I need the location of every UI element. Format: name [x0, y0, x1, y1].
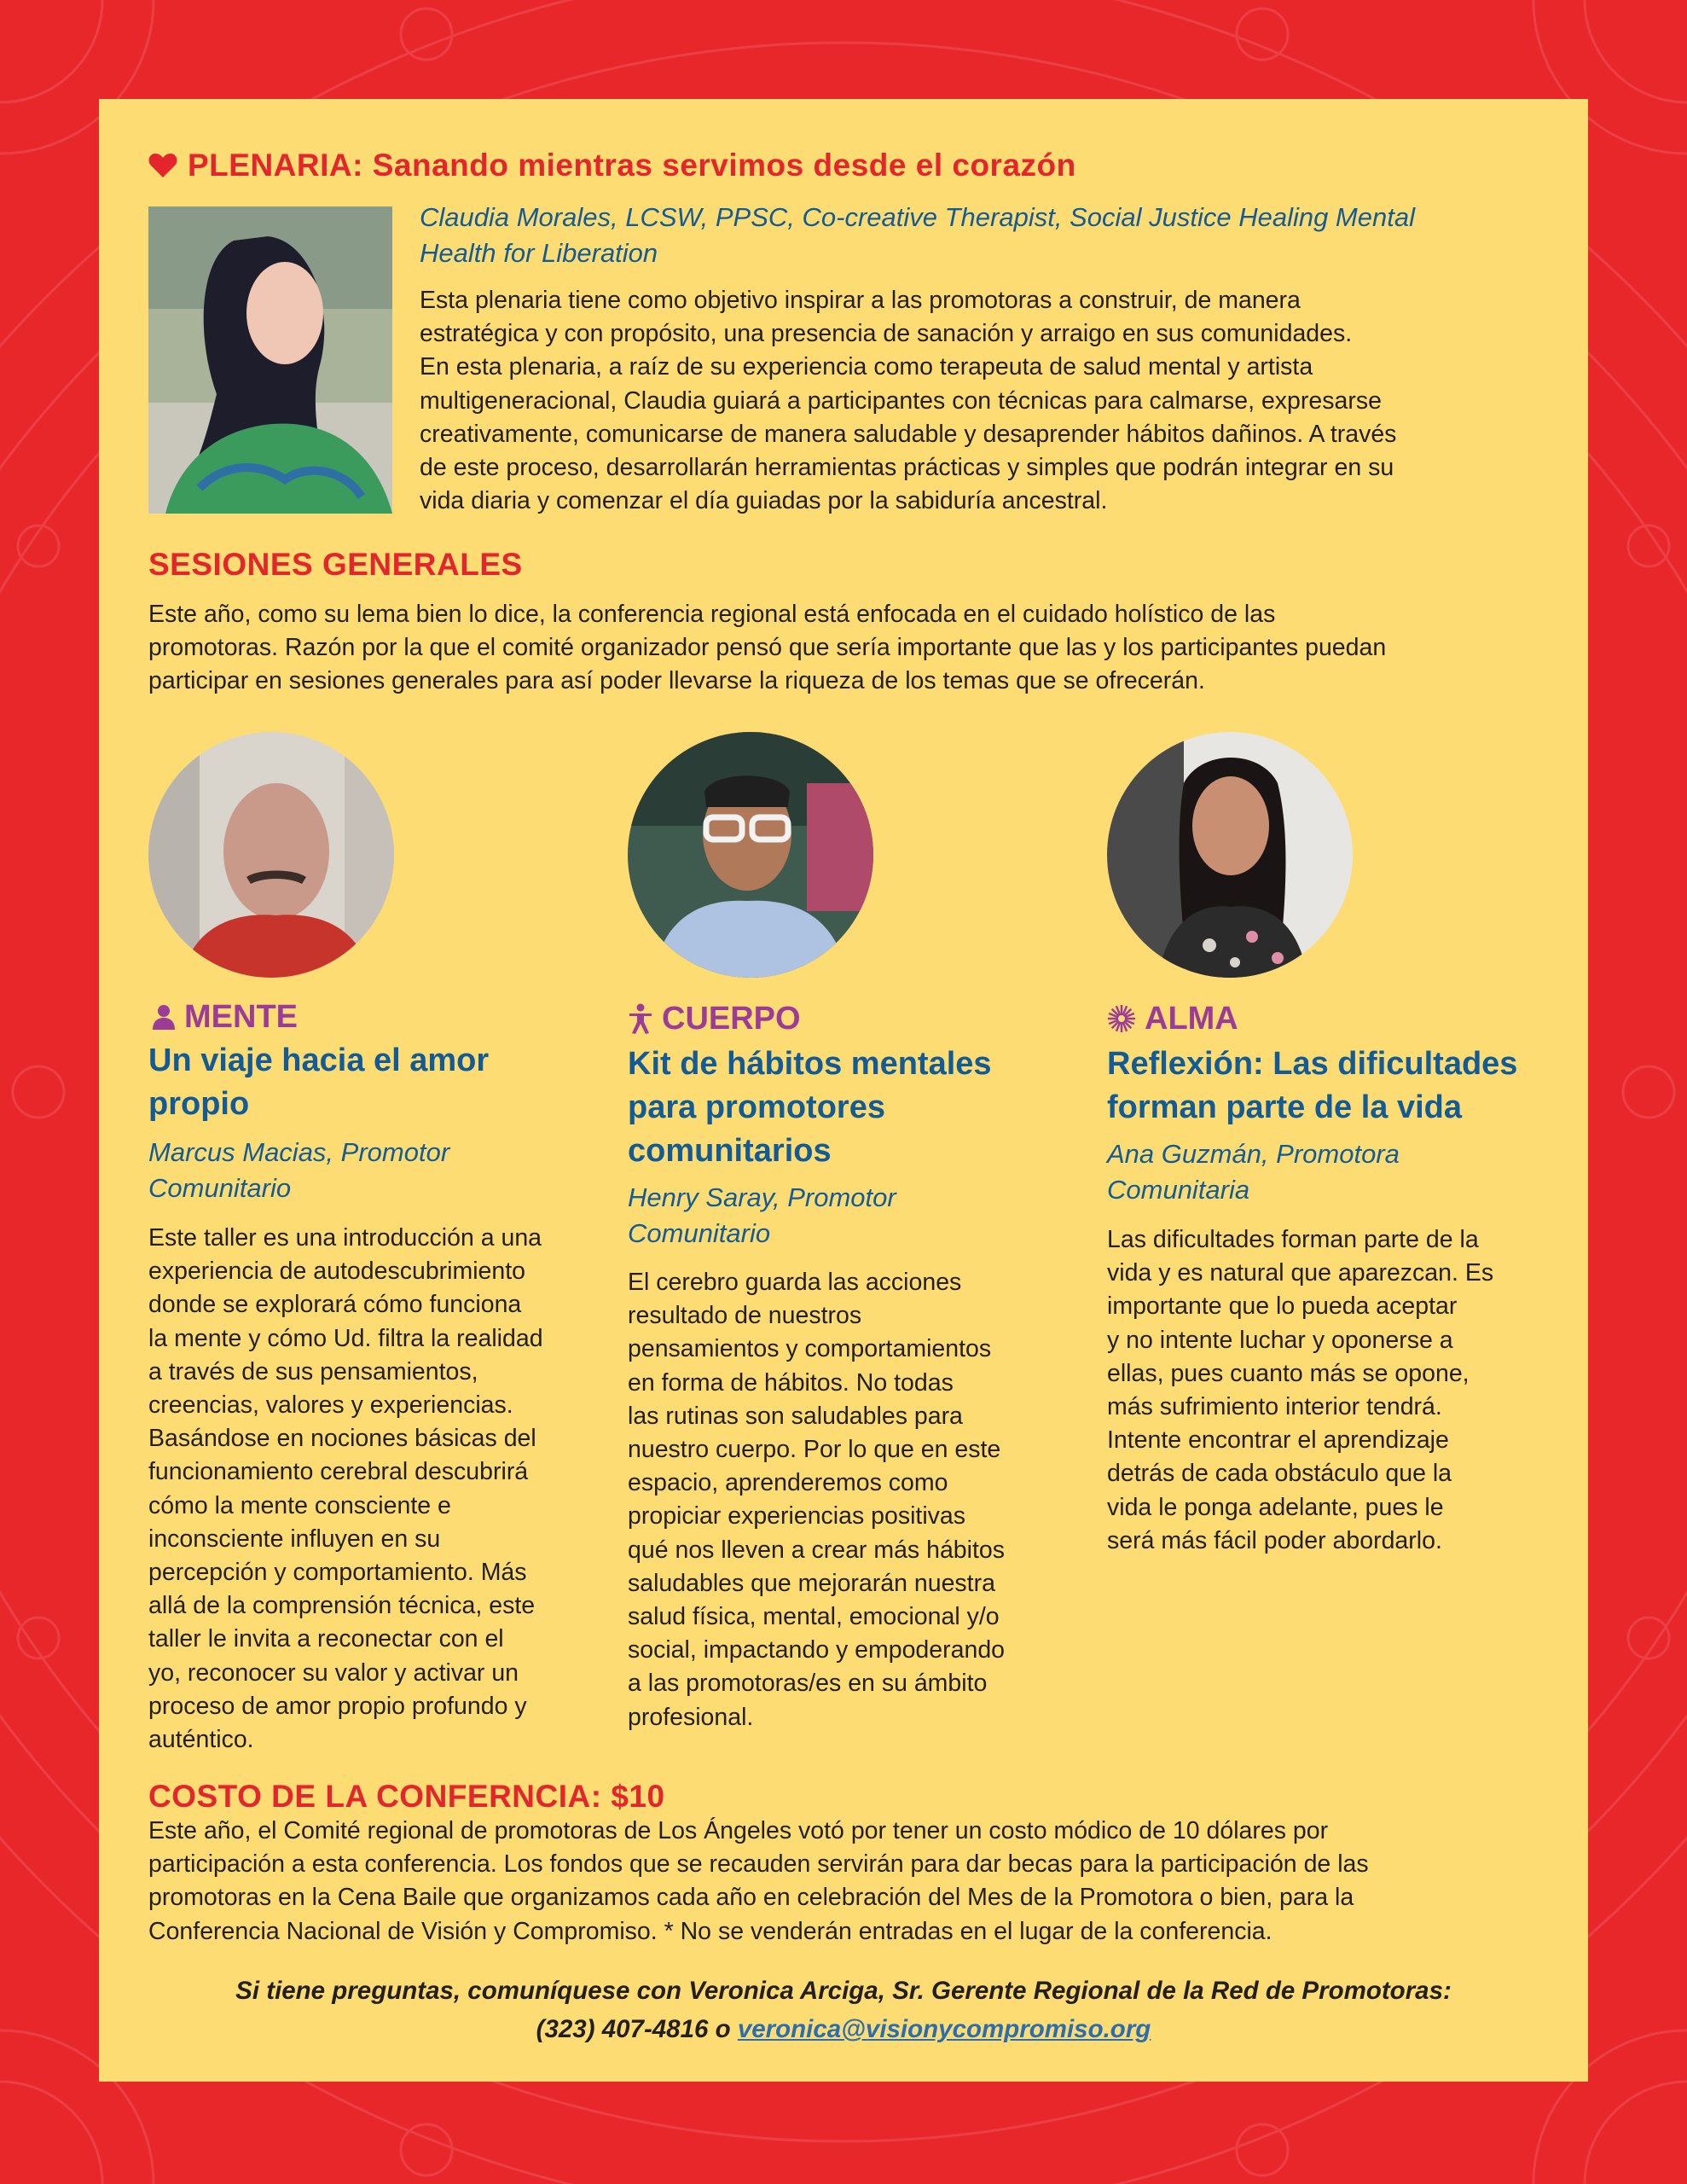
body-line: ellas, pues cuanto más se opone, — [1107, 1359, 1470, 1387]
session-photo-mente — [148, 732, 394, 978]
paragraph-line: de este proceso, desarrollarán herramientas prácticas y simples que podrán integrar en su — [420, 454, 1394, 482]
paragraph-line: estratégica y con propósito, una presencia de sanación y arraigo en sus comunidades. — [420, 320, 1353, 348]
body-line: cómo la mente consciente e — [148, 1491, 451, 1519]
body-line: profesional. — [628, 1703, 754, 1731]
plenaria-heading — [148, 147, 1076, 184]
session-body-alma — [1107, 1223, 1568, 1558]
session-title-alma — [1107, 1043, 1568, 1130]
session-category-cuerpo — [628, 1000, 801, 1037]
paragraph-line: multigeneracional, Claudia guiará a participantes con técnicas para calmarse, expresarse — [420, 386, 1382, 415]
sesiones-intro — [148, 598, 1564, 699]
body-line: detrás de cada obstáculo que la — [1107, 1460, 1452, 1488]
body-line: taller le invita a reconectar con el — [148, 1625, 504, 1653]
paragraph-line: promotoras en la Cena Baile que organizamos cada año en celebración del Mes de la Promotora o bien, para la — [148, 1884, 1354, 1912]
paragraph-line: Esta plenaria tiene como objetivo inspirar a las promotoras a construir, de manera — [420, 287, 1301, 314]
title-line: forman parte de la vida — [1107, 1089, 1463, 1125]
category-label: CUERPO — [662, 1001, 801, 1037]
session-speaker-mente — [148, 1135, 575, 1206]
body-line: pensamientos y comportamientos — [628, 1335, 992, 1363]
body-line: proceso de amor propio profundo y — [148, 1692, 527, 1720]
contact-phone: (323) 407-4816 o — [536, 2015, 738, 2043]
body-line: será más fácil poder abordarlo. — [1107, 1526, 1442, 1554]
title-line: comunitarios — [628, 1133, 832, 1169]
costo-description — [148, 1815, 1573, 1949]
sesiones-heading: SESIONES GENERALES — [148, 547, 523, 582]
body-line: importante que lo pueda aceptar — [1107, 1292, 1458, 1321]
session-title-mente — [148, 1039, 575, 1126]
body-line: espacio, aprenderemos como — [628, 1469, 948, 1497]
plenaria-speaker-line: Health for Liberation — [420, 238, 658, 268]
plenaria-heading-text: PLENARIA: Sanando mientras servimos desde el corazón — [188, 148, 1076, 183]
plenaria-speaker — [420, 200, 1562, 271]
session-category-mente — [152, 998, 298, 1036]
speaker-line: Ana Guzmán, Promotora — [1107, 1139, 1400, 1169]
heart-icon — [148, 153, 177, 178]
title-line: Kit de hábitos mentales — [628, 1046, 992, 1082]
category-label: MENTE — [184, 999, 298, 1035]
body-line: salud física, mental, emocional y/o — [628, 1603, 1000, 1631]
paragraph-line: participar en sesiones generales para así poder llevarse la riqueza de los temas que se ofrecerán. — [148, 667, 1205, 695]
body-line: resultado de nuestros — [628, 1302, 862, 1330]
body-line: a través de sus pensamientos, — [148, 1357, 478, 1385]
session-title-cuerpo — [628, 1043, 1071, 1173]
body-line: la mente y cómo Ud. filtra la realidad — [148, 1324, 543, 1352]
body-line: en forma de hábitos. No todas — [628, 1368, 954, 1397]
body-line: funcionamiento cerebral descubrirá — [148, 1458, 529, 1486]
session-speaker-cuerpo — [628, 1180, 1071, 1252]
sunburst-icon — [1107, 1004, 1136, 1033]
paragraph-line: Este año, como su lema bien lo dice, la conferencia regional está enfocada en el cuidado holístico de las — [148, 601, 1276, 628]
speaker-line: Comunitario — [148, 1173, 292, 1203]
body-figure-icon — [628, 1003, 653, 1034]
content-panel — [99, 99, 1588, 2082]
title-line: para promotores — [628, 1089, 885, 1125]
person-icon — [152, 1004, 176, 1030]
speaker-line: Henry Saray, Promotor — [628, 1182, 896, 1212]
session-body-cuerpo — [628, 1266, 1088, 1734]
plenaria-speaker-photo — [148, 206, 392, 514]
speaker-line: Comunitaria — [1107, 1175, 1250, 1205]
paragraph-line: creativamente, comunicarse de manera saludable y desaprender hábitos dañinos. A través — [420, 420, 1397, 448]
body-line: vida y es natural que aparezcan. Es — [1107, 1259, 1494, 1287]
body-line: donde se explorará cómo funciona — [148, 1291, 522, 1319]
paragraph-line: vida diaria y comenzar el día guiadas por la sabiduría ancestral. — [420, 487, 1108, 515]
body-line: más sufrimiento interior tendrá. — [1107, 1393, 1442, 1421]
body-line: yo, reconocer su valor y activar un — [148, 1658, 519, 1687]
category-label: ALMA — [1145, 1001, 1238, 1037]
session-photo-cuerpo — [628, 732, 873, 978]
body-line: social, impactando y empoderando — [628, 1636, 1006, 1664]
paragraph-line: promotoras. Razón por la que el comité organizador pensó que sería importante que las y los participantes puedan — [148, 634, 1387, 662]
body-line: a las promotoras/es en su ámbito — [628, 1670, 988, 1698]
body-line: inconsciente influyen en su — [148, 1525, 441, 1553]
paragraph-line: participación a esta conferencia. Los fondos que se recauden servirán para dar becas para la participación de las — [148, 1850, 1369, 1879]
body-line: Este taller es una introducción a una — [148, 1224, 542, 1252]
title-line: propio — [148, 1086, 250, 1122]
body-line: auténtico. — [148, 1726, 254, 1754]
body-line: Las dificultades forman parte de la — [1107, 1226, 1479, 1253]
speaker-line: Marcus Macias, Promotor — [148, 1137, 450, 1167]
body-line: Intente encontrar el aprendizaje — [1107, 1426, 1449, 1455]
contact-email-link[interactable]: veronica@visionycompromiso.org — [737, 2015, 1151, 2043]
contact-line-2 — [99, 2011, 1588, 2048]
body-line: las rutinas son saludables para — [628, 1402, 963, 1430]
costo-heading: COSTO DE LA CONFERNCIA: $10 — [148, 1779, 665, 1814]
paragraph-line: Conferencia Nacional de Visión y Compromiso. * No se venderán entradas en el lugar de la conferencia. — [148, 1917, 1272, 1945]
paragraph-line: Este año, el Comité regional de promotoras de Los Ángeles votó por tener un costo módico de 10 dólares por — [148, 1817, 1329, 1844]
body-line: saludables que mejorarán nuestra — [628, 1569, 995, 1597]
plenaria-description — [420, 284, 1562, 518]
title-line: Un viaje hacia el amor — [148, 1043, 490, 1078]
session-photo-alma — [1107, 732, 1353, 978]
body-line: allá de la comprensión técnica, este — [148, 1592, 536, 1620]
speaker-line: Comunitario — [628, 1218, 771, 1248]
contact-line-1: Si tiene preguntas, comuníquese con Veronica Arciga, Sr. Gerente Regional de la Red de Promotoras: — [235, 1977, 1452, 2005]
body-line: experiencia de autodescubrimiento — [148, 1258, 526, 1286]
body-line: y no intente luchar y oponerse a — [1107, 1326, 1453, 1354]
title-line: Reflexión: Las dificultades — [1107, 1046, 1518, 1082]
plenaria-speaker-line: Claudia Morales, LCSW, PPSC, Co-creative Therapist, Social Justice Healing Mental — [420, 202, 1415, 232]
body-line: Basándose en nociones básicas del — [148, 1425, 536, 1453]
body-line: creencias, valores y experiencias. — [148, 1391, 513, 1420]
body-line: percepción y comportamiento. Más — [148, 1559, 527, 1587]
session-speaker-alma — [1107, 1136, 1551, 1208]
body-line: vida le ponga adelante, pues le — [1107, 1493, 1444, 1521]
body-line: nuestro cuerpo. Por lo que en este — [628, 1436, 1001, 1464]
body-line: qué nos lleven a crear más hábitos — [628, 1536, 1006, 1564]
body-line: El cerebro guarda las acciones — [628, 1269, 962, 1296]
session-category-alma — [1107, 1000, 1238, 1037]
body-line: propiciar experiencias positivas — [628, 1502, 966, 1531]
session-body-mente — [148, 1222, 609, 1757]
paragraph-line: En esta plenaria, a raíz de su experiencia como terapeuta de salud mental y artista — [420, 353, 1313, 381]
